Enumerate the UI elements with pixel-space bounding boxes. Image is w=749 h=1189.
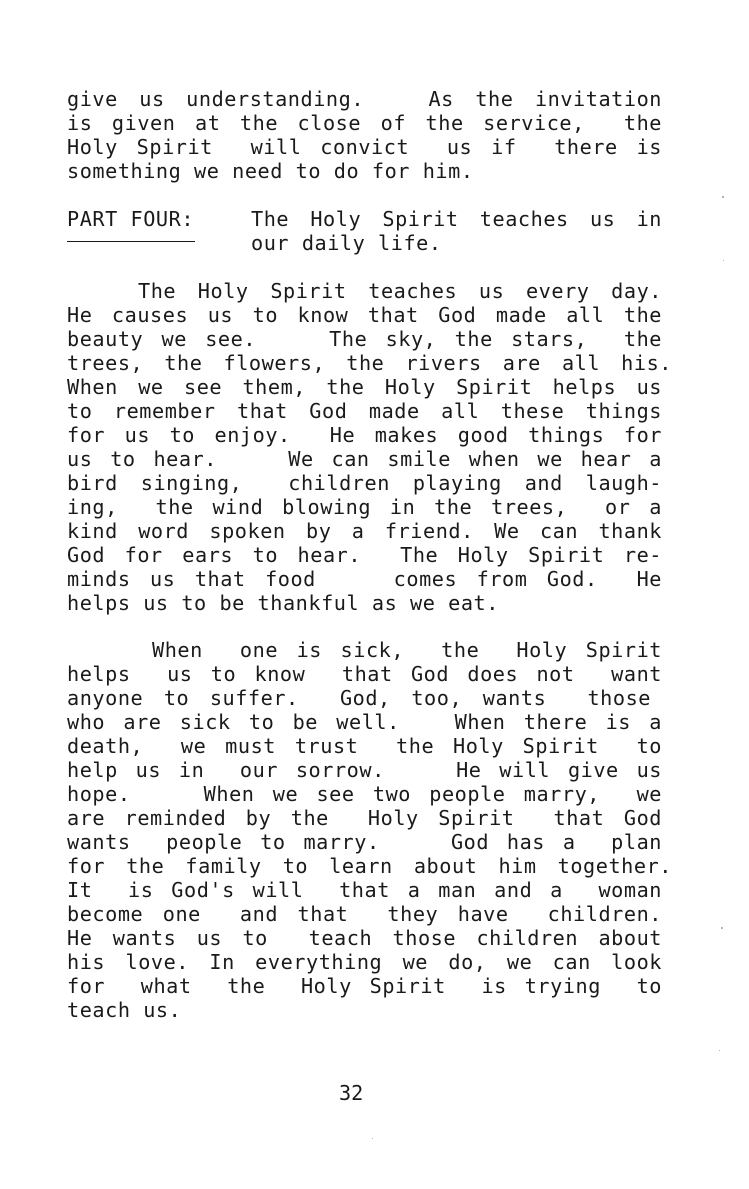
text-line: are reminded by the Holy Spirit that God (67, 806, 662, 830)
scan-speck (721, 927, 723, 929)
text-line: teach us. (67, 998, 182, 1022)
text-line: He wants us to teach those children about (67, 926, 662, 950)
text-line: He causes us to know that God made all the (67, 303, 662, 327)
part-label-underline (67, 241, 195, 242)
text-line: death, we must trust the Holy Spirit to (67, 734, 662, 758)
text-line: trees, the flowers, the rivers are all his. (67, 351, 672, 375)
text-line: helps us to know that God does not want (67, 662, 662, 686)
text-line: The Holy Spirit teaches us every day. (138, 279, 662, 303)
text-line: for us to enjoy. He makes good things for (67, 423, 662, 447)
text-line: who are sick to be well. When there is a (67, 710, 662, 734)
text-line: When one is sick, the Holy Spirit (152, 638, 662, 662)
text-line: give us understanding. As the invitation (67, 87, 662, 111)
scan-speck (372, 1138, 373, 1139)
text-line: his love. In everything we do, we can look (67, 950, 662, 974)
text-line: is given at the close of the service, the (67, 111, 662, 135)
text-line: help us in our sorrow. He will give us (67, 758, 662, 782)
text-line: hope. When we see two people marry, we (67, 782, 662, 806)
scan-speck (722, 196, 724, 198)
scan-speck (723, 260, 724, 261)
scan-speck (719, 1050, 720, 1051)
text-line: become one and that they have children. (67, 902, 662, 926)
text-line: bird singing, children playing and laugh- (67, 471, 662, 495)
heading-line: our daily life. (251, 231, 442, 255)
text-line: God for ears to hear. The Holy Spirit re- (67, 543, 662, 567)
text-line: us to hear. We can smile when we hear a (67, 447, 662, 471)
text-line: Holy Spirit will convict us if there is (67, 135, 662, 159)
text-line: wants people to marry. God has a plan (67, 830, 662, 854)
text-line: something we need to do for him. (67, 159, 474, 183)
text-line: When we see them, the Holy Spirit helps us (67, 375, 662, 399)
text-line: for what the Holy Spirit is trying to (67, 974, 662, 998)
part-label: PART FOUR: (67, 207, 195, 231)
text-line: beauty we see. The sky, the stars, the (67, 327, 662, 351)
heading-line: The Holy Spirit teaches us in (251, 207, 662, 231)
text-line: It is God's will that a man and a woman (67, 878, 662, 902)
text-line: for the family to learn about him together. (67, 854, 672, 878)
text-line: anyone to suffer. God, too, wants those (67, 686, 651, 710)
text-line: minds us that food comes from God. He (67, 567, 662, 591)
text-line: kind word spoken by a friend. We can thank (67, 519, 662, 543)
page-number: 32 (339, 1081, 364, 1105)
text-line: helps us to be thankful as we eat. (67, 591, 499, 615)
text-line: ing, the wind blowing in the trees, or a (67, 495, 662, 519)
text-line: to remember that God made all these things (67, 399, 662, 423)
